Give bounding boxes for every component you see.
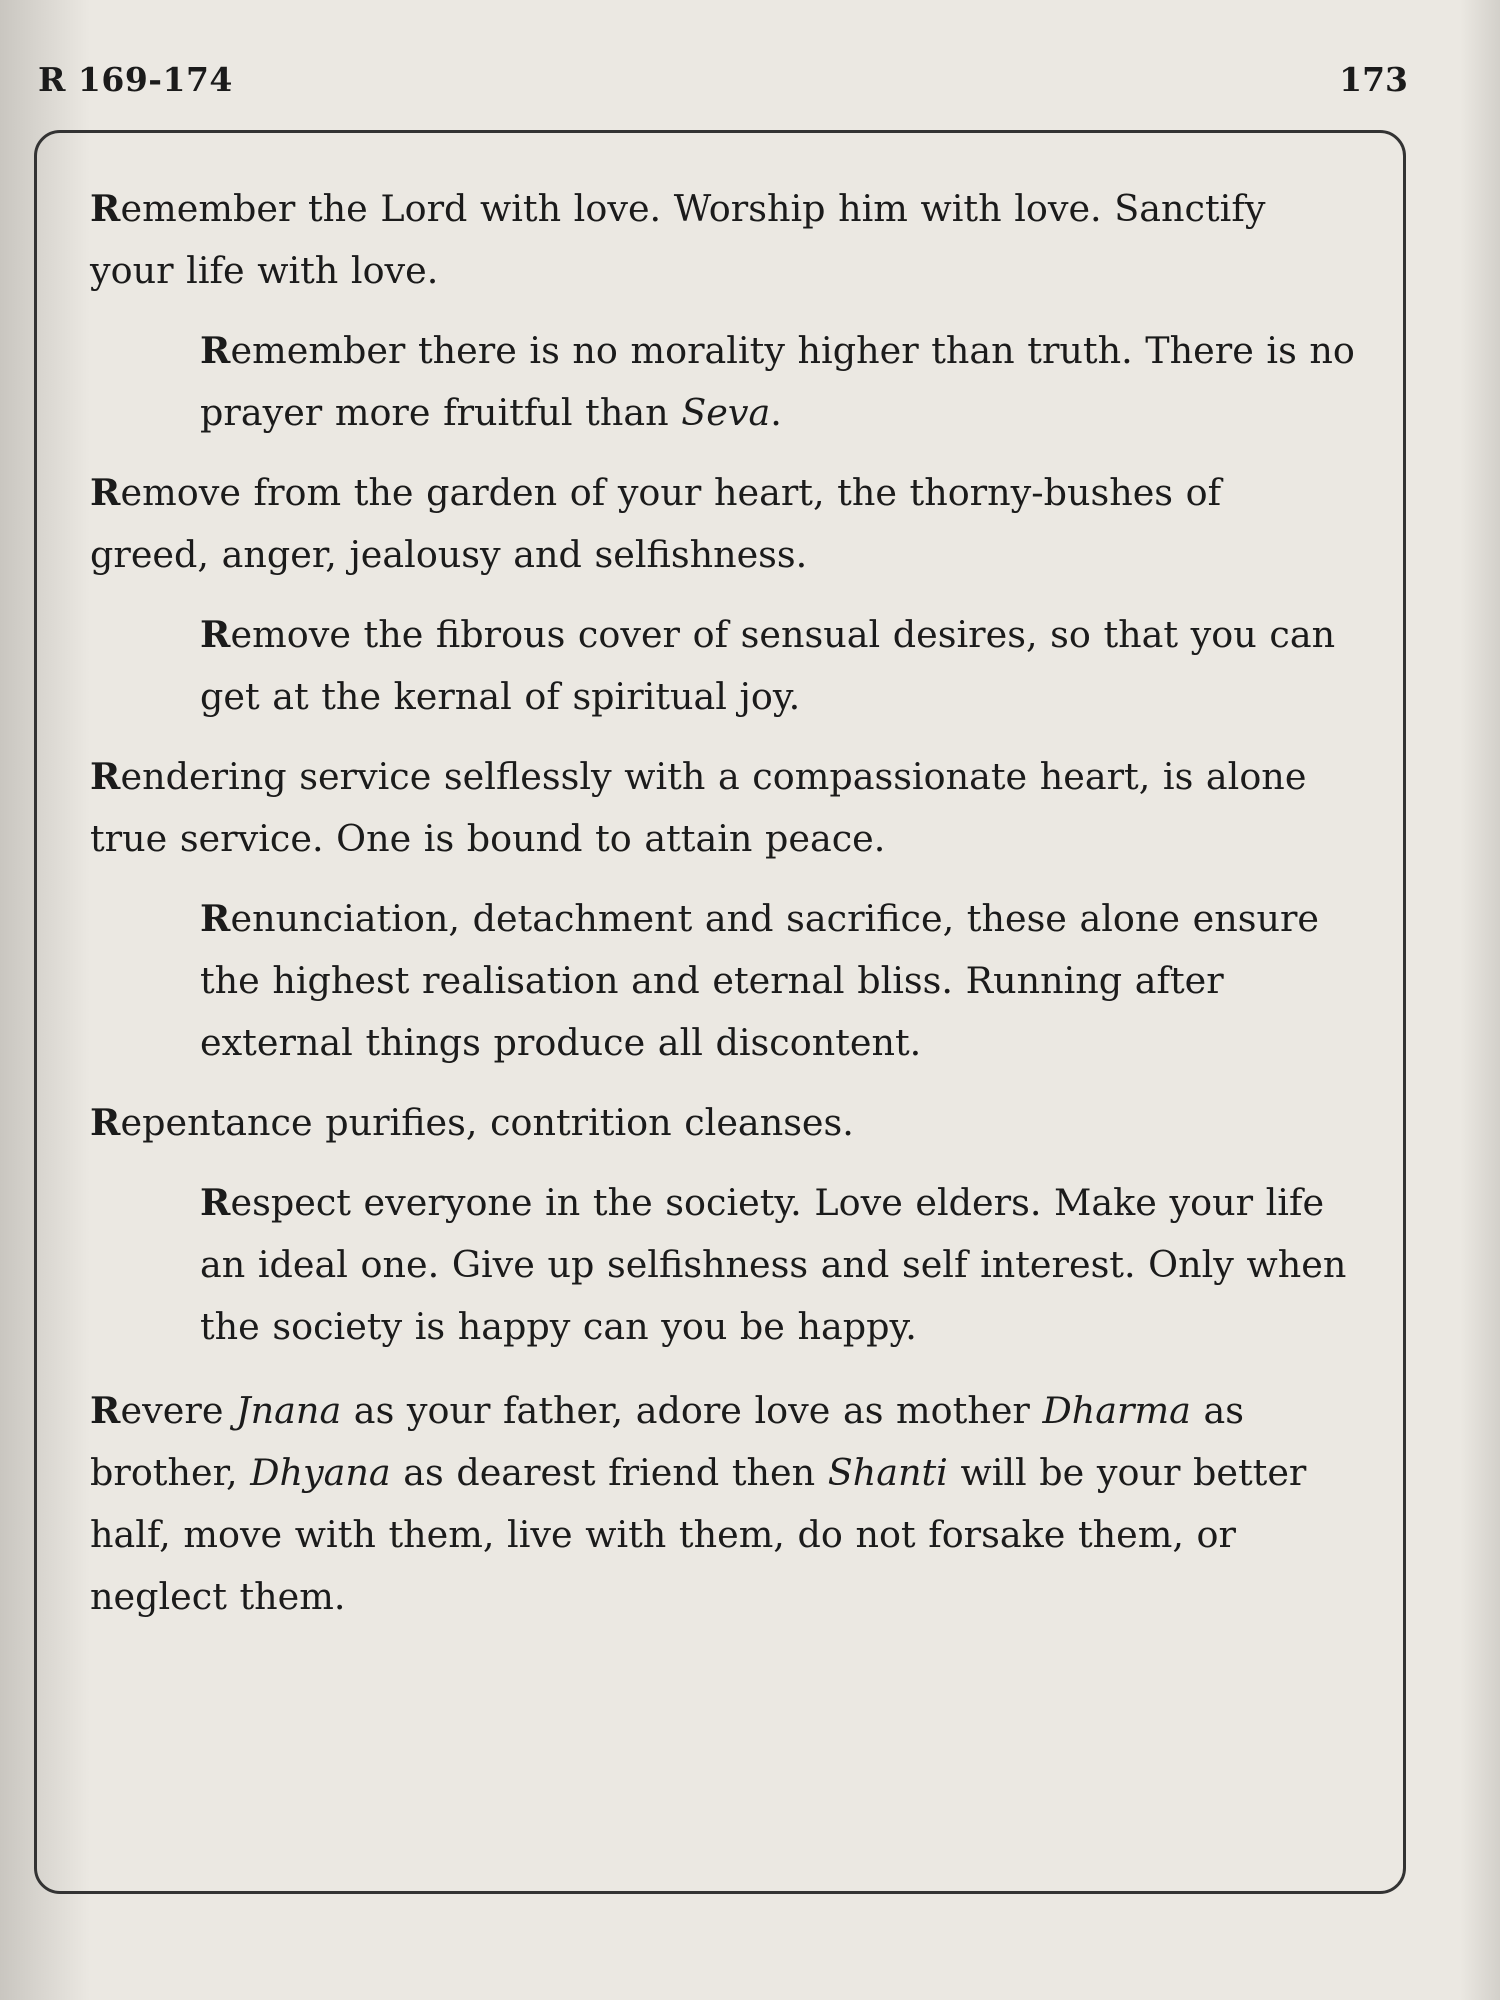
- paragraph-text-tail: .: [770, 391, 782, 434]
- drop-letter: R: [90, 187, 121, 230]
- italic-term-dhyana: Dhyana: [250, 1451, 391, 1494]
- page-number: 173: [1339, 60, 1408, 99]
- paragraph-text: enunciation, detachment and sacrifice, these alone ensure the highest realisation and eternal bliss. Running after external things produce all discontent.: [200, 897, 1320, 1064]
- paragraph-text: espect everyone in the society. Love elders. Make your life an ideal one. Give up selfishness and self interest. Only when the society is happy can you be happy.: [200, 1181, 1347, 1348]
- paragraph-text: will be your better half, move with them, live with them, do not forsake them, or neglect them.: [90, 1451, 1307, 1618]
- paragraph-5: [90, 746, 1330, 870]
- paragraph-6: [200, 888, 1360, 1074]
- italic-term: Seva: [681, 391, 771, 434]
- paragraph-text: evere: [120, 1389, 237, 1432]
- paragraph-text: endering service selflessly with a compassionate heart, is alone true service. One is bound to attain peace.: [90, 755, 1307, 860]
- paragraph-text: emove from the garden of your heart, the thorny-bushes of greed, anger, jealousy and selfishness.: [90, 471, 1222, 576]
- italic-term-dharma: Dharma: [1042, 1389, 1191, 1432]
- paragraph-1: [90, 178, 1330, 302]
- drop-letter: R: [200, 1181, 231, 1224]
- paragraph-text: emember the Lord with love. Worship him with love. Sanctify your life with love.: [90, 187, 1266, 292]
- italic-term-jnana: Jnana: [236, 1389, 342, 1432]
- drop-letter: R: [90, 1101, 121, 1144]
- paragraph-text: emove the fibrous cover of sensual desires, so that you can get at the kernal of spiritual joy.: [200, 613, 1336, 718]
- drop-letter: R: [90, 1389, 121, 1432]
- paragraph-8: [200, 1172, 1360, 1358]
- paragraph-4: [200, 604, 1360, 728]
- drop-letter: R: [200, 329, 231, 372]
- drop-letter: R: [90, 471, 121, 514]
- paragraph-text: epentance purifies, contrition cleanses.: [120, 1101, 854, 1144]
- paragraph-7: [90, 1092, 1330, 1154]
- paragraph-text: emember there is no morality higher than truth. There is no prayer more fruitful than: [200, 329, 1355, 434]
- drop-letter: R: [90, 755, 121, 798]
- page-edge-shadow: [1460, 0, 1500, 2000]
- paragraph-3: [90, 462, 1330, 586]
- paragraph-text: as brother,: [90, 1389, 1244, 1494]
- drop-letter: R: [200, 613, 231, 656]
- paragraph-9: [90, 1380, 1330, 1628]
- quote-box-content: [90, 178, 1380, 1628]
- paragraph-text: as your father, adore love as mother: [341, 1389, 1043, 1432]
- paragraph-text: as dearest friend then: [390, 1451, 828, 1494]
- drop-letter: R: [200, 897, 231, 940]
- paragraph-2: [200, 320, 1360, 444]
- running-head: R 169-174: [38, 60, 233, 99]
- italic-term-shanti: Shanti: [827, 1451, 948, 1494]
